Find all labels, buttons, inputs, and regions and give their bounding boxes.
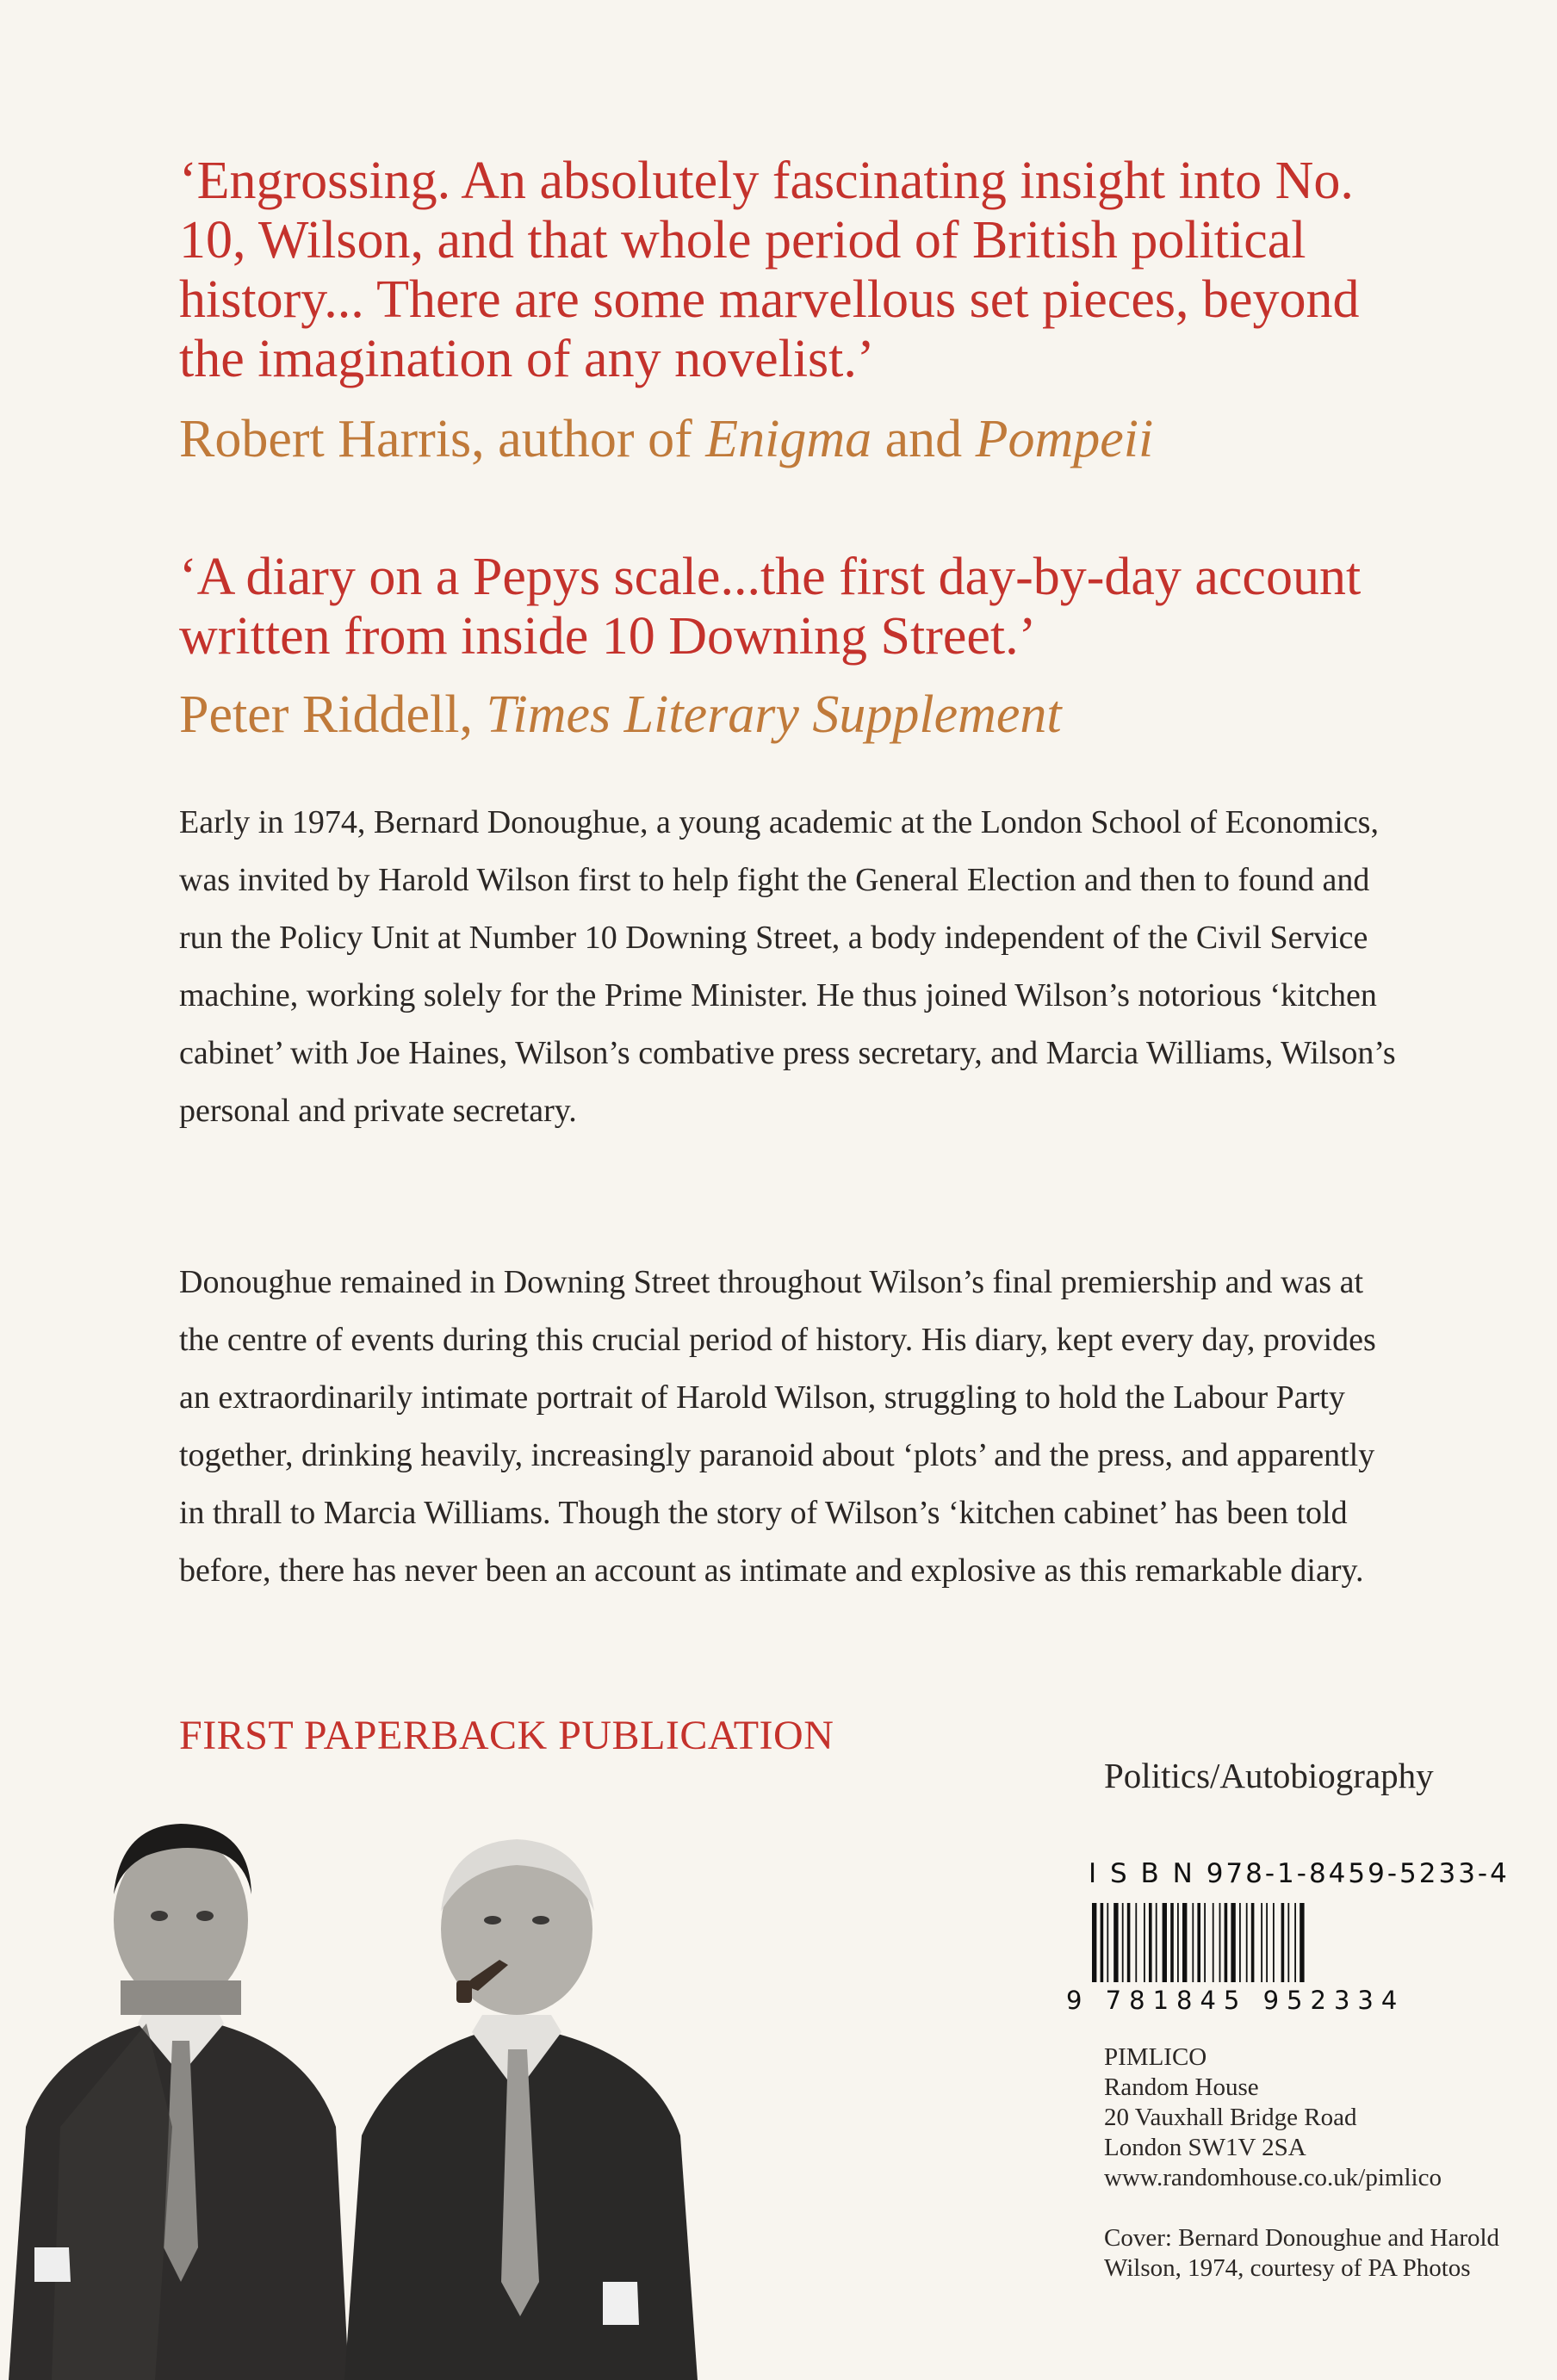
attribution-work: Pompeii — [975, 410, 1154, 468]
barcode-bar — [1281, 1903, 1285, 1982]
cover-photo — [0, 1765, 1025, 2380]
barcode-bar — [1213, 1903, 1214, 1982]
description-paragraph: Donoughue remained in Downing Street throughout Wilson’s final premiership and was at the centre of events during this crucial period of history. His diary, kept every day, provides an extraordinarily intimate portrait of Harold Wilson, struggling to hold the Labour Party together, drinking heavily, increasingly paranoid about ‘plots’ and the press, and apparently in thrall to Marcia Williams. Though the story of Wilson’s ‘kitchen cabinet’ has been told before, there has never been an account as intimate and explosive as this remarkable diary. — [179, 1264, 1376, 1589]
barcode-bar — [1107, 1903, 1108, 1982]
attribution-work: Times Literary Supplement — [486, 685, 1062, 744]
attribution-work: Enigma — [705, 410, 872, 468]
publisher-url: www.randomhouse.co.uk/pimlico — [1104, 2164, 1442, 2191]
barcode-bar — [1122, 1903, 1124, 1982]
category-label: Politics/Autobiography — [1104, 1756, 1434, 1795]
barcode-bar — [1266, 1903, 1268, 1982]
barcode-bar — [1246, 1903, 1248, 1982]
barcode-bar — [1197, 1903, 1200, 1982]
barcode-bar — [1239, 1903, 1241, 1982]
publisher-line: Random House — [1104, 2073, 1259, 2101]
attribution-author: Peter Riddell, — [179, 685, 487, 744]
publisher-address — [1104, 2042, 1442, 2193]
barcode-bar — [1156, 1903, 1157, 1982]
barcode-bar — [1170, 1903, 1174, 1982]
attribution-joiner: and — [872, 410, 976, 468]
barcode-bar — [1113, 1903, 1118, 1982]
figure-right — [344, 1839, 698, 2380]
attribution-author: Robert Harris, author of — [179, 410, 706, 468]
barcode-bar — [1127, 1903, 1131, 1982]
barcode-bar — [1261, 1903, 1262, 1982]
review-quote-riddell: ‘A diary on a Pepys scale...the first day-by-day account written from inside 10 Downing Street.’ — [179, 548, 1362, 666]
publisher-line: PIMLICO — [1104, 2043, 1207, 2071]
barcode-bar — [1163, 1903, 1167, 1982]
barcode-bar — [1177, 1903, 1179, 1982]
cover-credit: Cover: Bernard Donoughue and Harold Wilson, 1974, courtesy of PA Photos — [1104, 2224, 1500, 2282]
isbn-digits: 9 781845 952334 — [1066, 1986, 1405, 2015]
publisher-line: 20 Vauxhall Bridge Road — [1104, 2104, 1357, 2131]
barcode-bar — [1225, 1903, 1228, 1982]
barcode-bar — [1294, 1903, 1296, 1982]
barcode-bar — [1149, 1903, 1152, 1982]
barcode-bar — [1273, 1903, 1275, 1982]
barcode-bar — [1231, 1903, 1235, 1982]
barcode-bar — [1101, 1903, 1104, 1982]
barcode-bar — [1092, 1903, 1096, 1982]
barcode-bar — [1251, 1903, 1255, 1982]
review-quote-harris: ‘Engrossing. An absolutely fascinating insight into No. 10, Wilson, and that whole period of British political history... There are some marvellous set pieces, beyond the imagination of any novelist.’ — [179, 152, 1360, 388]
figure-left — [9, 1824, 349, 2380]
first-paperback-label: FIRST PAPERBACK PUBLICATION — [179, 1713, 834, 1758]
barcode-bar — [1135, 1903, 1137, 1982]
review-attribution-harris — [179, 410, 1153, 469]
barcode-bar — [1287, 1903, 1289, 1982]
isbn-label: I S B N 978-1-8459-5233-4 — [1089, 1858, 1510, 1889]
barcode-bar — [1219, 1903, 1221, 1982]
review-attribution-riddell — [179, 685, 1062, 745]
barcode-bar — [1182, 1903, 1187, 1982]
barcode-bar — [1192, 1903, 1194, 1982]
barcode-bar — [1144, 1903, 1145, 1982]
publisher-line: London SW1V 2SA — [1104, 2134, 1306, 2161]
barcode-bar — [1204, 1903, 1206, 1982]
description-paragraph: Early in 1974, Bernard Donoughue, a young academic at the London School of Economics, was invited by Harold Wilson first to help fight the General Election and then to found and run the Policy Unit at Number 10 Downing Street, a body independent of the Civil Service machine, working solely for the Prime Minister. He thus joined Wilson’s notorious ‘kitchen cabinet’ with Joe Haines, Wilson’s combative press secretary, and Marcia Williams, Wilson’s personal and private secretary. — [179, 804, 1396, 1129]
barcode-bar — [1300, 1903, 1304, 1982]
